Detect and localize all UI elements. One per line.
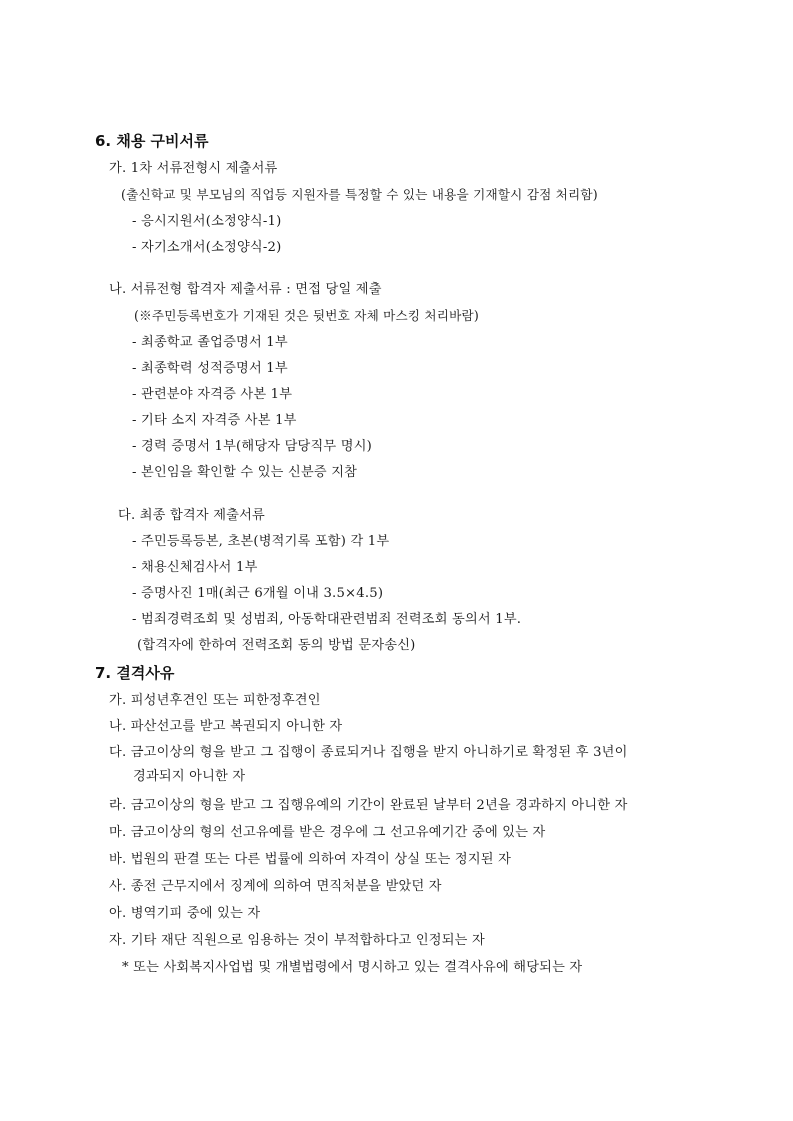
list-item: - 본인임을 확인할 수 있는 신분증 지참: [132, 465, 358, 480]
subsection-na-note: (※주민등록번호가 기재된 것은 뒷번호 자체 마스킹 처리바람): [134, 308, 480, 323]
subsection-da-title: 다. 최종 합격자 제출서류: [118, 508, 265, 523]
list-item: 가. 피성년후견인 또는 피한정후견인: [109, 693, 321, 708]
list-item: - 경력 증명서 1부(해당자 담당직무 명시): [132, 439, 372, 454]
list-item: 바. 법원의 판결 또는 다른 법률에 의하여 자격이 상실 또는 정지된 자: [109, 852, 512, 867]
list-item-continuation: 경과되지 아니한 자: [133, 769, 246, 784]
section-7-footnote: * 또는 사회복지사업법 및 개별법령에서 명시하고 있는 결격사유에 해당되는 자: [122, 960, 583, 975]
list-item: - 범죄경력조회 및 성범죄, 아동학대관련범죄 전력조회 동의서 1부.: [132, 612, 522, 627]
list-item: - 채용신체검사서 1부: [132, 560, 258, 575]
list-item: - 관련분야 자격증 사본 1부: [132, 387, 293, 402]
list-item: - 응시지원서(소정양식-1): [132, 214, 282, 229]
list-item: - 증명사진 1매(최근 6개월 이내 3.5×4.5): [132, 586, 384, 601]
list-item: - 자기소개서(소정양식-2): [132, 240, 282, 255]
subsection-ga-note: (출신학교 및 부모님의 직업등 지원자를 특정할 수 있는 내용을 기재할시 감점 처리함): [121, 187, 598, 202]
section-7-heading: 7. 결격사유: [95, 664, 175, 682]
list-item: 아. 병역기피 중에 있는 자: [109, 906, 261, 921]
subsection-na-title: 나. 서류전형 합격자 제출서류 : 면접 당일 제출: [109, 282, 382, 297]
section-6-heading: 6. 채용 구비서류: [95, 132, 209, 150]
subsection-da-note: (합격자에 한하여 전력조회 동의 방법 문자송신): [137, 638, 416, 653]
list-item: 나. 파산선고를 받고 복권되지 아니한 자: [109, 719, 343, 734]
list-item: 다. 금고이상의 형을 받고 그 집행이 종료되거나 집행을 받지 아니하기로 확정된 후 3년이: [109, 745, 628, 760]
list-item: - 기타 소지 자격증 사본 1부: [132, 413, 297, 428]
list-item: 마. 금고이상의 형의 선고유예를 받은 경우에 그 선고유예기간 중에 있는 자: [109, 825, 546, 840]
list-item: 사. 종전 근무지에서 징계에 의하여 면직처분을 받았던 자: [109, 879, 442, 894]
list-item: 라. 금고이상의 형을 받고 그 집행유예의 기간이 완료된 날부터 2년을 경과하지 아니한 자: [109, 798, 628, 813]
list-item: - 최종학교 졸업증명서 1부: [132, 335, 288, 350]
list-item: - 최종학력 성적증명서 1부: [132, 361, 288, 376]
subsection-ga-title: 가. 1차 서류전형시 제출서류: [109, 161, 278, 176]
list-item: - 주민등록등본, 초본(병적기록 포함) 각 1부: [132, 534, 390, 549]
list-item: 자. 기타 재단 직원으로 임용하는 것이 부적합하다고 인정되는 자: [109, 933, 485, 948]
